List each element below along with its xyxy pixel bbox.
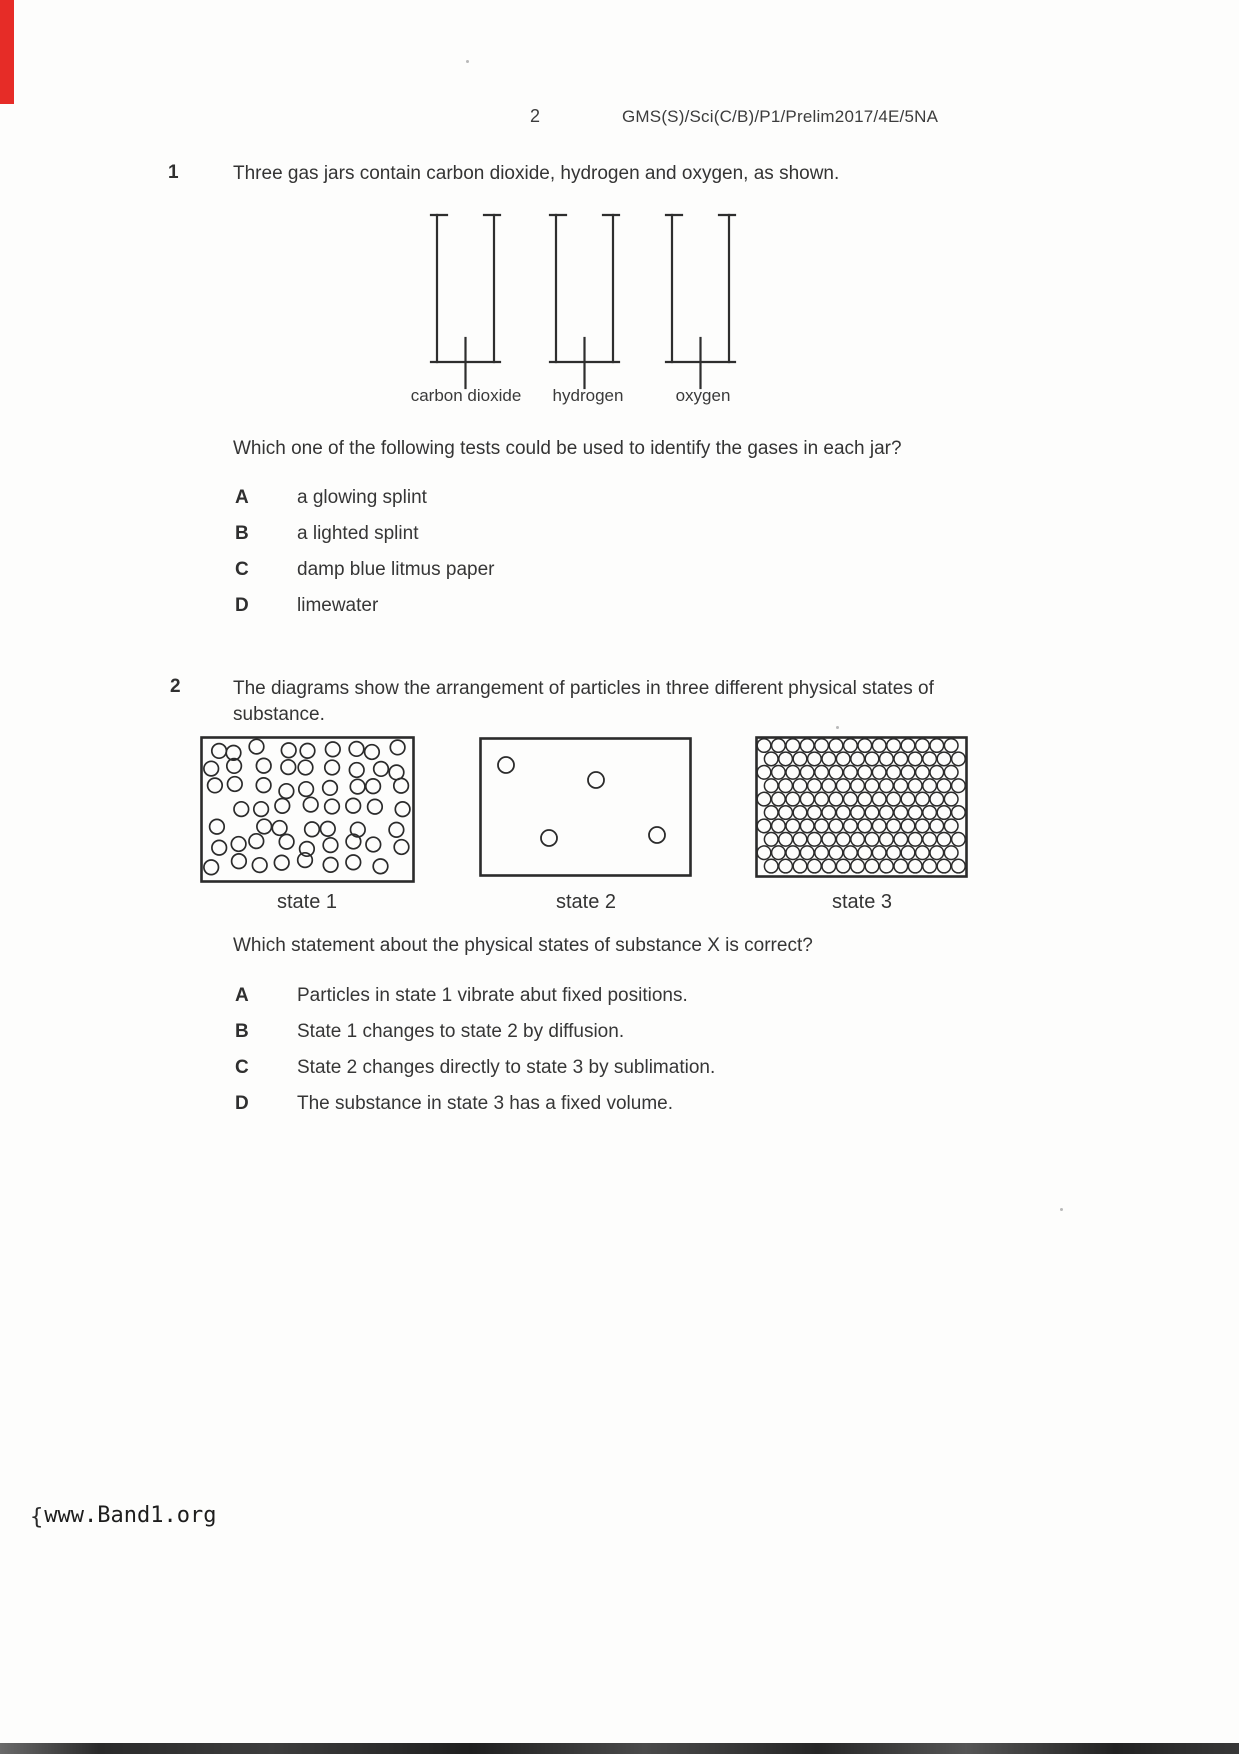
scan-red-strip <box>0 0 14 104</box>
question-1-options <box>235 486 935 630</box>
option-text: a glowing splint <box>297 487 427 508</box>
option-text: State 1 changes to state 2 by diffusion. <box>297 1021 625 1042</box>
option-letter: C <box>235 1057 249 1078</box>
footer-url <box>30 1503 216 1528</box>
option-letter: A <box>235 985 249 1006</box>
scan-artifact-mark: { <box>30 1505 44 1530</box>
particle-diagram-state-2 <box>479 737 692 877</box>
scan-bottom-bar <box>0 1743 1239 1754</box>
header-reference: GMS(S)/Sci(C/B)/P1/Prelim2017/4E/5NA <box>622 107 939 126</box>
option-letter: B <box>235 1021 249 1042</box>
question-2-number: 2 <box>170 676 181 697</box>
question-2-stem: The diagrams show the arrangement of particles in three different physical states of substance. <box>233 678 934 725</box>
question-2-options <box>235 984 995 1128</box>
particle-diagram-state-3 <box>755 736 968 878</box>
option-text: damp blue litmus paper <box>297 559 495 580</box>
option-text: State 2 changes directly to state 3 by sublimation. <box>297 1057 716 1078</box>
jar-label-carbon-dioxide: carbon dioxide <box>410 386 522 405</box>
state-1-label: state 1 <box>276 891 338 913</box>
option-row <box>235 486 935 509</box>
page-number: 2 <box>530 106 541 126</box>
option-text: The substance in state 3 has a fixed volume. <box>297 1093 673 1114</box>
option-letter: B <box>235 523 249 544</box>
option-row <box>235 984 995 1007</box>
option-text: limewater <box>297 595 379 616</box>
gas-jars-diagram <box>415 206 751 396</box>
option-letter: C <box>235 559 249 580</box>
option-letter: D <box>235 595 249 616</box>
option-row <box>235 522 935 545</box>
option-row <box>235 558 935 581</box>
question-1-number: 1 <box>168 162 179 183</box>
option-letter: A <box>235 487 249 508</box>
jar-label-hydrogen: hydrogen <box>552 386 624 405</box>
state-2-label: state 2 <box>555 891 617 913</box>
option-text: Particles in state 1 vibrate abut fixed positions. <box>297 985 688 1006</box>
option-row <box>235 1056 995 1079</box>
option-text: a lighted splint <box>297 523 419 544</box>
question-1-stem: Three gas jars contain carbon dioxide, hydrogen and oxygen, as shown. <box>233 163 840 184</box>
option-row <box>235 1020 995 1043</box>
question-2-text: Which statement about the physical states of substance X is correct? <box>233 935 813 956</box>
option-row <box>235 1092 995 1115</box>
footer-url-text: www.Band1.org <box>44 1503 217 1528</box>
scan-speckle <box>1060 1208 1063 1211</box>
state-3-label: state 3 <box>831 891 893 913</box>
scan-speckle <box>836 726 839 729</box>
particle-diagram-state-1 <box>200 736 415 883</box>
jar-label-oxygen: oxygen <box>675 386 731 405</box>
option-letter: D <box>235 1093 249 1114</box>
option-row <box>235 594 935 617</box>
question-1-text: Which one of the following tests could be used to identify the gases in each jar? <box>233 438 902 459</box>
scan-speckle <box>466 60 469 63</box>
